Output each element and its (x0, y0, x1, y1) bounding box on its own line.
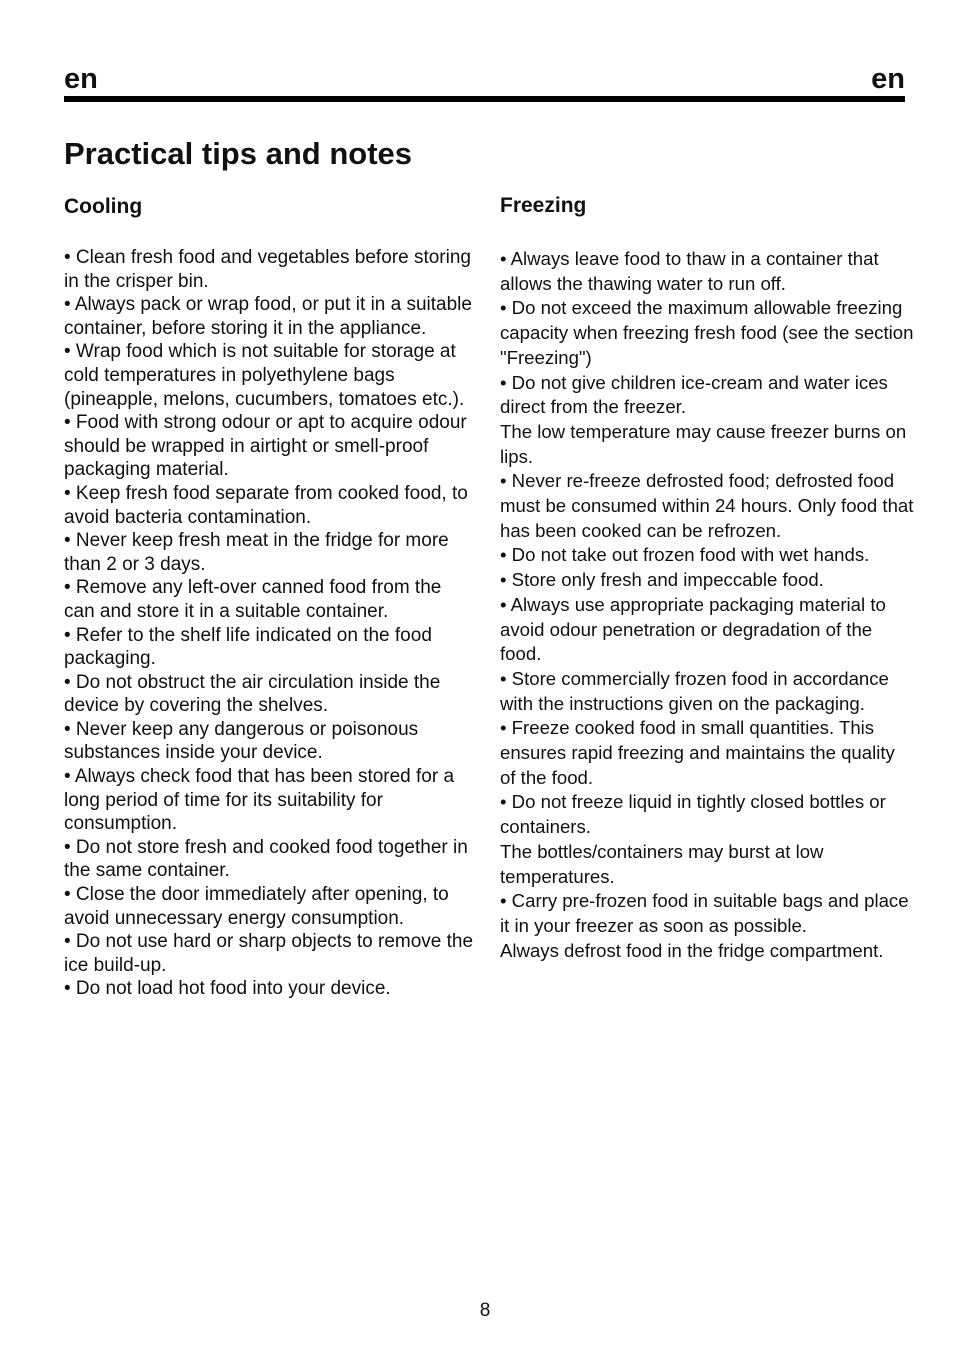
freezing-tip: • Do not give children ice-cream and water ices direct from the freezer. (500, 371, 888, 418)
cooling-heading: Cooling (64, 195, 143, 218)
freezing-note: Always defrost food in the fridge compartment. (500, 939, 884, 961)
freezing-tip: • Always use appropriate packaging material to avoid odour penetration or degradation of the food. (500, 593, 886, 665)
cooling-tip: • Remove any left-over canned food from the can and store it in a suitable container. (64, 577, 442, 622)
cooling-tip: • Wrap food which is not suitable for storage at cold temperatures in polyethylene bags (pineapple, melons, cucumbers, tomatoes etc.). (64, 341, 465, 410)
freezing-tip: • Store commercially frozen food in accordance with the instructions given on the packaging. (500, 667, 889, 714)
cooling-tip: • Food with strong odour or apt to acquire odour should be wrapped in airtight or smell-proof packaging material. (64, 412, 467, 481)
freezing-tip: • Always leave food to thaw in a container that allows the thawing water to run off. (500, 248, 879, 294)
freezing-section (500, 192, 915, 963)
page-title: Practical tips and notes (64, 136, 412, 171)
page-number: 8 (479, 1300, 491, 1321)
language-label-right: en (871, 63, 905, 95)
cooling-tip: • Never keep any dangerous or poisonous substances inside your device. (64, 718, 419, 764)
cooling-tip: • Clean fresh food and vegetables before storing in the crisper bin. (64, 247, 471, 292)
freezing-tip: • Do not freeze liquid in tightly closed bottles or containers. (500, 791, 886, 838)
freezing-heading: Freezing (500, 194, 587, 217)
header-rule (64, 96, 905, 102)
cooling-tip: • Keep fresh food separate from cooked food, to avoid bacteria contamination. (64, 482, 468, 528)
freezing-tip: • Carry pre-frozen food in suitable bags and place it in your freezer as soon as possible. (500, 890, 909, 936)
language-label-left: en (64, 63, 98, 95)
cooling-tip: • Do not obstruct the air circulation inside the device by covering the shelves. (64, 671, 441, 717)
cooling-tip: • Do not load hot food into your device. (64, 978, 391, 1000)
cooling-tip: • Never keep fresh meat in the fridge for more than 2 or 3 days. (64, 530, 449, 575)
freezing-tip: • Freeze cooked food in small quantities. This ensures rapid freezing and maintains the quality of the food. (500, 717, 895, 788)
freezing-tips-list (500, 247, 915, 963)
cooling-tip: • Do not store fresh and cooked food together in the same container. (64, 836, 468, 882)
cooling-tip: • Refer to the shelf life indicated on the food packaging. (64, 624, 432, 670)
cooling-tips-list (64, 246, 474, 1001)
cooling-section (64, 192, 474, 1001)
freezing-tip: • Never re-freeze defrosted food; defrosted food must be consumed within 24 hours. Only food that has been cooked can be refrozen. (500, 470, 914, 541)
freezing-note: The bottles/containers may burst at low temperatures. (500, 840, 824, 887)
cooling-tip: • Always check food that has been stored for a long period of time for its suitability for consumption. (64, 766, 455, 835)
freezing-tip: • Store only fresh and impeccable food. (500, 569, 824, 591)
freezing-tip: • Do not exceed the maximum allowable freezing capacity when freezing fresh food (see the section "Freezing") (500, 297, 914, 368)
freezing-tip: • Do not take out frozen food with wet hands. (500, 544, 870, 566)
freezing-note: The low temperature may cause freezer burns on lips. (500, 420, 907, 467)
cooling-tip: • Close the door immediately after opening, to avoid unnecessary energy consumption. (64, 884, 449, 929)
cooling-tip: • Always pack or wrap food, or put it in a suitable container, before storing it in the appliance. (64, 294, 472, 339)
cooling-tip: • Do not use hard or sharp objects to remove the ice build-up. (64, 931, 474, 976)
